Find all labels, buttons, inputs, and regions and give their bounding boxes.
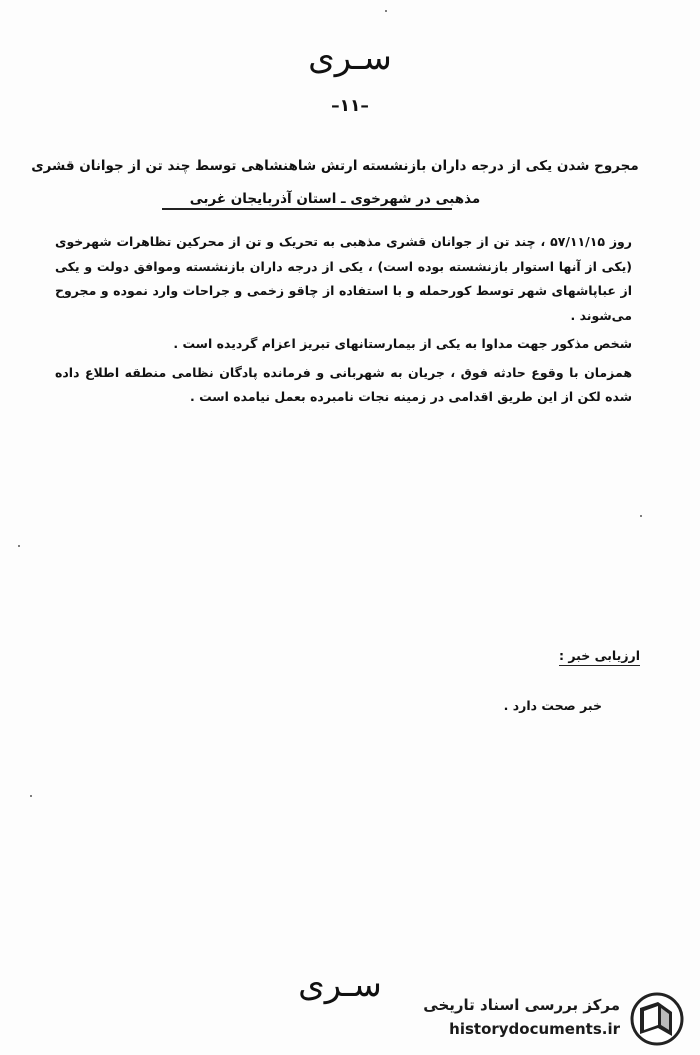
book-logo-icon	[628, 992, 686, 1046]
title-underline	[162, 208, 452, 210]
watermark-org-name: مرکز بررسی اسناد تاریخی	[423, 996, 620, 1014]
document-body	[55, 230, 632, 410]
archive-watermark	[412, 990, 692, 1050]
scan-speck	[640, 515, 642, 517]
evaluation-text: خبر صحت دارد .	[503, 698, 602, 713]
paragraph-transfer: شخص مذکور جهت مداوا به یکی از بیمارستانهای تبریز اعزام گردیده است .	[173, 336, 632, 351]
watermark-url: historydocuments.ir	[449, 1020, 620, 1038]
scan-speck	[385, 10, 387, 12]
scan-speck	[18, 545, 20, 547]
title-line-2: مذهبی در شهرخوی ـ استان آذربایجان غربی	[189, 191, 481, 207]
classification-stamp-bottom: سـری	[298, 965, 382, 1005]
title-line-1: مجروح شدن یکی از درجه داران بازنشسته ارتش شاهنشاهی توسط چند تن از جوانان قشری	[31, 158, 639, 174]
classification-stamp-top: سـری	[308, 38, 392, 78]
page-number: –۱۱–	[331, 96, 369, 116]
paragraph-response: همزمان با وقوع حادثه فوق ، جریان به شهربانی و فرمانده پادگان نظامی منطقه اطلاع داده شده لکن از این طریق اقدامی در زمینه نجات نامبرده بعمل نیامده است .	[55, 364, 632, 404]
scan-speck	[30, 795, 32, 797]
evaluation-heading: ارزیابی خبر :	[559, 648, 640, 666]
document-title	[25, 150, 645, 216]
paragraph-incident: روز ۵۷/۱۱/۱۵ ، چند تن از جوانان قشری مذهبی به تحریک و تن از محرکین تظاهرات شهرخوی (یکی از آنها استوار بازنشسته بوده است) ، یکی از درجه داران بازنشسته وموافق دولت و یکی از عباپاشهای شهر توسط کورحمله و با استفاده از چاقو زخمی و جراحات وارد نموده و مجروح می‌شوند .	[55, 234, 632, 323]
